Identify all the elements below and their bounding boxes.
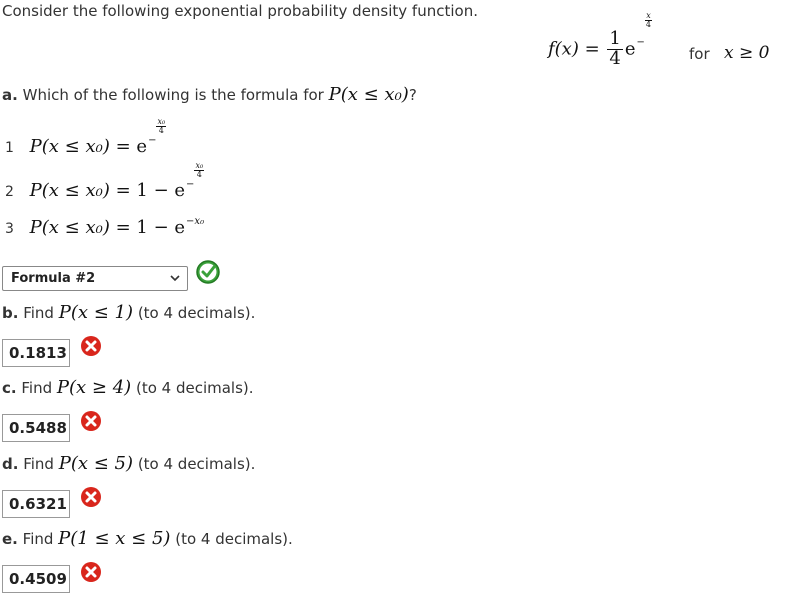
- part-e-question: [2, 528, 293, 549]
- option-1-lhs: P(x ≤ x₀) =: [29, 136, 131, 157]
- part-c-math: P(x ≥ 4): [56, 377, 132, 398]
- intro-text: Consider the following exponential probability density function.: [2, 2, 478, 20]
- part-d-math: P(x ≤ 5): [58, 453, 134, 474]
- part-b-answer-value: 0.1813: [9, 344, 67, 362]
- part-d-suffix: (to 4 decimals).: [137, 455, 256, 473]
- part-a-math: P(x ≤ x₀): [328, 84, 409, 105]
- part-c-suffix: (to 4 decimals).: [135, 379, 254, 397]
- pdf-coefficient: [607, 30, 622, 69]
- part-e-math: P(1 ≤ x ≤ 5): [58, 528, 171, 549]
- option-3: [5, 217, 204, 238]
- option-3-number: 3: [5, 221, 14, 237]
- part-a-question: [2, 84, 417, 105]
- part-a-end: ?: [408, 86, 417, 104]
- option-2-number: 2: [5, 184, 14, 200]
- option-2-exp-den: 4: [196, 170, 202, 180]
- option-3-exponent: −x₀: [186, 216, 205, 227]
- pdf-condition: x ≥ 0: [724, 43, 770, 63]
- option-3-lhs: P(x ≤ x₀) =: [29, 217, 131, 238]
- option-3-rhs: 1 − e: [136, 217, 186, 238]
- part-c-letter: c.: [2, 379, 17, 397]
- part-b-question: [2, 302, 255, 323]
- option-1: [5, 117, 166, 157]
- pdf-exp-sign: −: [636, 37, 645, 49]
- option-1-number: 1: [5, 140, 14, 156]
- part-e-letter: e.: [2, 530, 18, 548]
- option-2-exponent: [186, 161, 204, 190]
- pdf-condition-for: for: [689, 45, 710, 63]
- pdf-coef-num: 1: [609, 28, 621, 49]
- part-e-suffix: (to 4 decimals).: [175, 530, 293, 548]
- pdf-lhs: f(x) =: [548, 38, 600, 60]
- pdf-coef-den: 4: [609, 47, 621, 69]
- option-1-rhs: e: [136, 136, 148, 157]
- part-c-prompt: Find: [21, 379, 53, 397]
- part-c-answer-input[interactable]: [2, 414, 70, 442]
- option-1-exp-den: 4: [158, 126, 164, 136]
- part-b-suffix: (to 4 decimals).: [137, 304, 256, 322]
- chevron-down-icon: [169, 270, 181, 286]
- part-d-question: [2, 453, 255, 474]
- part-a-prompt: Which of the following is the formula for: [22, 86, 324, 104]
- part-d-prompt: Find: [23, 455, 54, 473]
- incorrect-x-icon: [80, 561, 102, 583]
- incorrect-x-icon: [80, 410, 102, 432]
- part-a-letter: a.: [2, 86, 18, 104]
- part-d-answer-value: 0.6321: [9, 495, 67, 513]
- part-b-prompt: Find: [23, 304, 54, 322]
- correct-check-icon: [195, 259, 221, 285]
- formula-select[interactable]: [2, 266, 188, 291]
- part-b-letter: b.: [2, 304, 19, 322]
- incorrect-x-icon: [80, 486, 102, 508]
- part-d-letter: d.: [2, 455, 19, 473]
- option-1-exp-sign: −: [148, 135, 157, 146]
- option-1-exponent: [148, 117, 166, 146]
- part-c-question: [2, 377, 254, 398]
- part-b-answer-input[interactable]: [2, 339, 70, 367]
- incorrect-x-icon: [80, 335, 102, 357]
- part-e-prompt: Find: [22, 530, 54, 548]
- pdf-exp-num: x: [646, 11, 651, 20]
- part-b-math: P(x ≤ 1): [58, 302, 134, 323]
- pdf-base: e: [624, 38, 636, 60]
- part-e-answer-input[interactable]: [2, 565, 70, 593]
- option-2-exp-sign: −: [186, 179, 195, 190]
- part-d-answer-input[interactable]: [2, 490, 70, 518]
- option-2-exp-num: x₀: [195, 161, 204, 170]
- part-c-answer-value: 0.5488: [9, 419, 67, 437]
- option-2-rhs: 1 − e: [136, 180, 186, 201]
- formula-select-value: Formula #2: [11, 271, 96, 286]
- pdf-exp-den: 4: [645, 20, 651, 30]
- pdf-formula: [548, 11, 652, 69]
- part-e-answer-value: 0.4509: [9, 570, 67, 588]
- option-1-exp-num: x₀: [157, 117, 166, 126]
- pdf-exponent: [636, 11, 652, 49]
- option-2: [5, 161, 204, 201]
- option-2-lhs: P(x ≤ x₀) =: [29, 180, 131, 201]
